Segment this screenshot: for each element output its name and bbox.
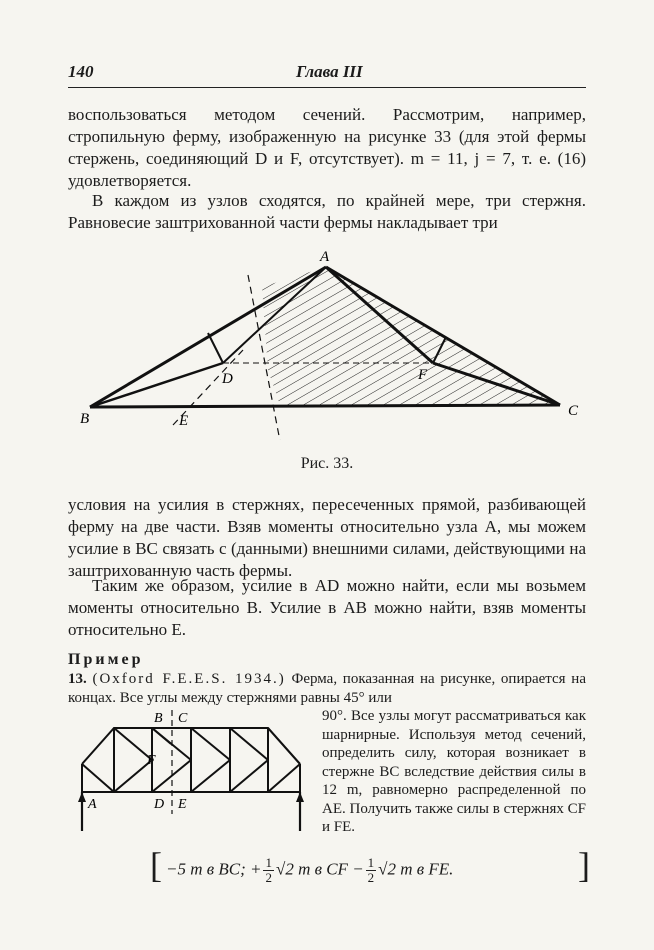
example-source: (Oxford F.E.E.S. 1934.) xyxy=(92,671,286,687)
example-number: 13. xyxy=(68,671,87,687)
page-number: 140 xyxy=(68,62,94,81)
example-intro-text: Ферма, показанная на рисунке, опирается на концах. Все углы между стержнями равны 45° или xyxy=(68,671,586,706)
paragraph-3: условия на усилия в стержнях, пересеченных прямой, разбивающей ферму на две части. Взяв моменты относительно узла A, мы можем усилие в BC связать с (данными) внешними силами, действующими на заштрихованную часть фермы. xyxy=(68,495,586,580)
member-BC xyxy=(90,405,560,407)
truss-label-D: D xyxy=(154,797,165,812)
figure-33-truss xyxy=(68,245,586,440)
example-problem-text: 90°. Все узлы могут рассматриваться как шарнирные. Используя метод сечений, определить силу, которая возникает в стержне BC вследствие действия силы в 12 m, равномерно распределенной по AE. Получить также силы в стержнях CF и FE. xyxy=(322,708,586,835)
page-header xyxy=(68,62,586,84)
answer-text: −5 m в BC; + $\frac{1}{2}$ √2 m в CF − $\frac{1}{2}$ √2 m в FE. xyxy=(166,855,454,885)
example-heading: Пример xyxy=(68,651,144,668)
member-BD xyxy=(90,363,223,407)
truss-label-A: A xyxy=(88,797,97,812)
member-D-post xyxy=(208,333,223,363)
fig33-label-A: A xyxy=(320,249,330,265)
figure-33-caption: Рис. 33. xyxy=(300,455,354,472)
fig33-label-B: B xyxy=(80,411,90,427)
fig33-label-D: D xyxy=(222,371,233,387)
example-intro xyxy=(68,670,586,708)
answer-open-bracket: [ xyxy=(150,845,162,885)
answer-close-bracket: ] xyxy=(578,845,590,885)
example-answer xyxy=(150,845,590,890)
example-truss-figure xyxy=(68,706,318,836)
fig33-label-F: F xyxy=(418,367,428,383)
paragraph-4: Таким же образом, усилие в AD можно найти, если мы возьмем моменты относительно B. Усилие в AB можно найти, взяв моменты относительно E. xyxy=(68,576,586,639)
fig33-label-C: C xyxy=(568,403,579,419)
truss-label-E: E xyxy=(178,797,187,812)
truss-label-F: F xyxy=(147,753,156,768)
truss-label-B: B xyxy=(154,711,163,726)
truss-label-C: C xyxy=(178,711,188,726)
paragraph-2: В каждом из узлов сходятся, по крайней мере, три стержня. Равновесие заштрихованной части фермы накладывает три xyxy=(68,191,586,232)
fig33-label-E: E xyxy=(179,413,189,429)
paragraph-1: воспользоваться методом сечений. Рассмотрим, например, стропильную ферму, изображенную на рисунке 33 (для этой фермы стержень, соединяющий D и F, отсутствует). m = 11, j = 7, т. е. (16) удовлетворяется. xyxy=(68,105,586,190)
hatched-region xyxy=(262,267,560,405)
chapter-title: Глава III xyxy=(296,62,363,81)
header-rule xyxy=(68,87,586,88)
